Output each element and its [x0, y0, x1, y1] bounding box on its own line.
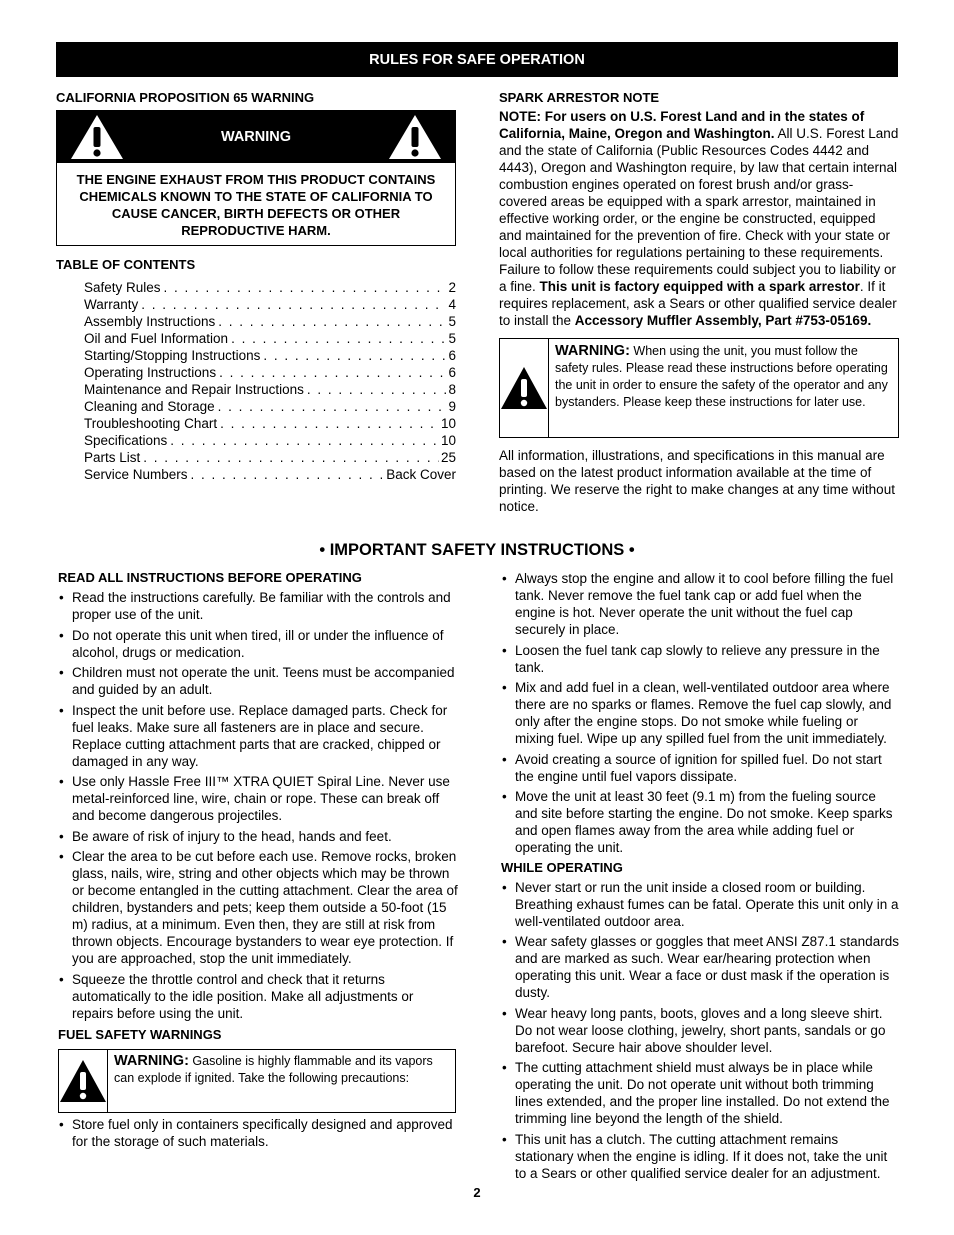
rules-warning-icon-cell — [500, 339, 549, 437]
toc-leader-dots — [164, 279, 447, 296]
list-item: • Mix and add fuel in a clean, well-ventilated outdoor area where there are no sparks or flames. Remove the fuel cap slowly, and only after the engine stops. Do not smoke while fueling or mixing fuel. Wipe up any spilled fuel from the unit immediately. — [501, 679, 899, 747]
toc-leader-dots — [220, 415, 439, 432]
fuel-right-list — [501, 570, 899, 856]
toc-entry-title: Warranty — [84, 297, 139, 312]
list-item: • Be aware of risk of injury to the head, hands and feet. — [58, 828, 458, 845]
list-item: • Read the instructions carefully. Be familiar with the controls and proper use of the unit. — [58, 589, 458, 623]
spark-heading: SPARK ARRESTOR NOTE — [499, 90, 660, 105]
toc-entry-title: Cleaning and Storage — [84, 399, 215, 414]
toc-entry-page: 9 — [448, 399, 456, 414]
prop65-heading: CALIFORNIA PROPOSITION 65 WARNING — [56, 90, 315, 105]
toc-entry — [84, 347, 456, 364]
toc-entry — [84, 279, 456, 296]
toc-leader-dots — [141, 296, 446, 313]
toc-entry-page: 4 — [448, 297, 456, 312]
toc-heading: TABLE OF CONTENTS — [56, 257, 196, 272]
toc-entry-title: Assembly Instructions — [84, 314, 216, 329]
spark-note-paragraph — [499, 108, 899, 329]
list-item: • Wear heavy long pants, boots, gloves and a long sleeve shirt. Do not wear loose clothing, jewelry, short pants, sandals or go barefoot. Secure hair above shoulder level. — [501, 1005, 899, 1056]
fuel-warning-body: Gasoline is highly flammable and its vapors can explode if ignited. Take the following precautions: — [114, 1053, 433, 1085]
toc-entry — [84, 330, 456, 347]
toc-entry — [84, 313, 456, 330]
read-all-list — [58, 589, 458, 1022]
right-top-column — [499, 90, 899, 515]
spark-note-bold1: NOTE: For users on U.S. Forest Land and in the states of California, Maine, Oregon and Washington. — [499, 109, 865, 141]
toc-entry-title: Starting/Stopping Instructions — [84, 348, 261, 363]
fuel-warning-text — [108, 1050, 455, 1112]
list-item: • Move the unit at least 30 feet (9.1 m) from the fueling source and site before starting the engine. Do not smoke. Keep sparks and open flames away from the area while adding fuel or operating the unit. — [501, 788, 899, 856]
toc-entry — [84, 398, 456, 415]
toc-leader-dots — [231, 330, 446, 347]
prop65-warning-box — [56, 110, 456, 246]
toc-entry-page: 8 — [448, 382, 456, 397]
warning-triangle-icon — [500, 366, 548, 410]
list-item: • Wear safety glasses or goggles that meet ANSI Z87.1 standards and are marked as such. Wear ear/hearing protection when operating this unit. Wear a face or dust mask if the operation is dusty. — [501, 933, 899, 1001]
rules-warning-body: When using the unit, you must follow the safety rules. Please read these instructions before operating the unit in order to ensure the safety of the operator and any bystanders. Please keep these instructions for later use. — [555, 344, 888, 409]
list-item: • Do not operate this unit when tired, ill or under the influence of alcohol, drugs or medication. — [58, 627, 458, 661]
section-title: RULES FOR SAFE OPERATION — [369, 51, 585, 68]
list-item: • Clear the area to be cut before each use. Remove rocks, broken glass, nails, wire, string and other objects which may be thrown or become entangled in the cutting attachment. Clear the area of children, bystanders and pets; keep them outside a 50-foot (15 m) radius, at a minimum. Even then, they are still at risk from thrown objects. Encourage bystanders to wear eye protection. If you are approached, stop the unit immediately. — [58, 848, 458, 967]
list-item: • The cutting attachment shield must always be in place while operating the unit. Do not operate unit without both trimming lines extended, and the proper line installed. Do not extend the trimming line beyond the length of the shield. — [501, 1059, 899, 1127]
prop65-warning-text: THE ENGINE EXHAUST FROM THIS PRODUCT CONTAINS CHEMICALS KNOWN TO THE STATE OF CALIFORNIA TO CAUSE CANCER, BIRTH DEFECTS OR OTHER REPRODUCTIVE HARM. — [76, 172, 436, 238]
toc-leader-dots — [263, 347, 446, 364]
list-item: • Avoid creating a source of ignition for spilled fuel. Do not start the engine until fuel vapors dissipate. — [501, 751, 899, 785]
toc-entry — [84, 415, 456, 432]
important-safety-title: • IMPORTANT SAFETY INSTRUCTIONS • — [319, 541, 635, 559]
toc-leader-dots — [219, 364, 446, 381]
toc-entry-page: 5 — [448, 314, 456, 329]
toc-entry-title: Operating Instructions — [84, 365, 217, 380]
warning-triangle-icon — [59, 1059, 107, 1103]
spark-note-bold2: This unit is factory equipped with a spark arrestor — [539, 279, 860, 294]
warning-triangle-icon — [387, 113, 443, 161]
toc-entry-page: 5 — [448, 331, 456, 346]
toc-entry-title: Parts List — [84, 450, 141, 465]
list-item: • Always stop the engine and allow it to cool before filling the fuel tank. Never remove the fuel tank cap or add fuel when the engine is hot. Never operate the unit without the fuel cap securely in place. — [501, 570, 899, 638]
toc-entry-page: Back Cover — [386, 467, 456, 482]
list-item: • Children must not operate the unit. Teens must be accompanied and guided by an adult. — [58, 664, 458, 698]
toc-entry — [84, 449, 456, 466]
toc-leader-dots — [143, 449, 439, 466]
toc-leader-dots — [170, 432, 439, 449]
rules-warning-label: WARNING: — [555, 343, 630, 359]
read-all-heading: READ ALL INSTRUCTIONS BEFORE OPERATING — [58, 570, 362, 585]
prop65-warning-header — [57, 111, 455, 163]
toc-leader-dots — [218, 398, 447, 415]
list-item: • This unit has a clutch. The cutting attachment remains stationary when the engine is idling. If it does not, take the unit to a Sears or other qualified service dealer for an adjustment. — [501, 1131, 899, 1182]
fuel-left-list — [58, 1116, 458, 1150]
lower-left-column — [58, 570, 458, 1153]
spark-note-text2: . If it requires replacement, ask a Sears or other qualified service dealer to install the — [499, 279, 897, 328]
fuel-warning-icon-cell — [59, 1050, 108, 1112]
while-operating-heading: WHILE OPERATING — [501, 859, 623, 875]
list-item: • Use only Hassle Free III™ XTRA QUIET Spiral Line. Never use metal-reinforced line, wire, chain or rope. These can break off and become dangerous projectiles. — [58, 773, 458, 824]
toc-entry — [84, 432, 456, 449]
section-header-bar — [56, 42, 898, 77]
lower-right-column — [501, 570, 899, 1185]
rules-warning-box — [499, 338, 899, 438]
list-item: • Never start or run the unit inside a closed room or building. Breathing exhaust fumes can be fatal. Operate this unit only in a well-ventilated outdoor area. — [501, 879, 899, 930]
table-of-contents — [84, 279, 456, 483]
list-item: • Squeeze the throttle control and check that it returns automatically to the idle position. Make all adjustments or repairs before using the unit. — [58, 971, 458, 1022]
toc-entry — [84, 296, 456, 313]
list-item: • Inspect the unit before use. Replace damaged parts. Check for fuel leaks. Make sure all fasteners are in place and secure. Replace cutting attachment parts that are cracked, chipped or damaged in any way. — [58, 702, 458, 770]
page-number: 2 — [473, 1185, 481, 1200]
while-operating-list — [501, 879, 899, 1182]
toc-entry — [84, 466, 456, 483]
toc-entry-title: Safety Rules — [84, 280, 161, 295]
toc-entry — [84, 381, 456, 398]
toc-entry-title: Oil and Fuel Information — [84, 331, 229, 346]
spark-note-text1: All U.S. Forest Land and the state of California (Public Resources Codes 4442 and 4443), Oregon and Washington require, by law that certain internal combustion engines operated on forest brush and/or grass-covered areas be equipped with a spark arrestor, maintained in effective working order, or the engine be constructed, equipped and maintained for the prevention of fire. Check with your state or local authorities for regulations pertaining to these requirements. Failure to follow these requirements could subject you to liability or a fine. — [499, 126, 899, 294]
toc-entry-page: 6 — [448, 348, 456, 363]
toc-entry-page: 6 — [448, 365, 456, 380]
info-paragraph: All information, illustrations, and specifications in this manual are based on the latest product information available at the time of printing. We reserve the right to make changes at any time without notice. — [499, 448, 895, 514]
warning-triangle-icon — [69, 113, 125, 161]
toc-entry-page: 2 — [448, 280, 456, 295]
left-top-column — [56, 90, 456, 483]
toc-entry-title: Maintenance and Repair Instructions — [84, 382, 304, 397]
toc-entry-page: 25 — [440, 450, 456, 465]
list-item: • Loosen the fuel tank cap slowly to relieve any pressure in the tank. — [501, 642, 899, 676]
list-item: • Store fuel only in containers specifically designed and approved for the storage of such materials. — [58, 1116, 458, 1150]
prop65-warning-label: WARNING — [220, 129, 292, 145]
toc-entry — [84, 364, 456, 381]
toc-entry-page: 10 — [440, 416, 456, 431]
toc-leader-dots — [218, 313, 446, 330]
toc-leader-dots — [307, 381, 447, 398]
fuel-warning-box — [58, 1049, 456, 1113]
toc-leader-dots — [191, 466, 385, 483]
spark-note-bold3: Accessory Muffler Assembly, Part #753-05169. — [574, 313, 872, 328]
toc-entry-title: Service Numbers — [84, 467, 188, 482]
toc-entry-title: Specifications — [84, 433, 168, 448]
fuel-warning-label: WARNING: — [114, 1052, 189, 1069]
rules-warning-text — [549, 339, 898, 437]
fuel-heading: FUEL SAFETY WARNINGS — [58, 1026, 222, 1042]
toc-entry-title: Troubleshooting Chart — [84, 416, 218, 431]
toc-entry-page: 10 — [440, 433, 456, 448]
